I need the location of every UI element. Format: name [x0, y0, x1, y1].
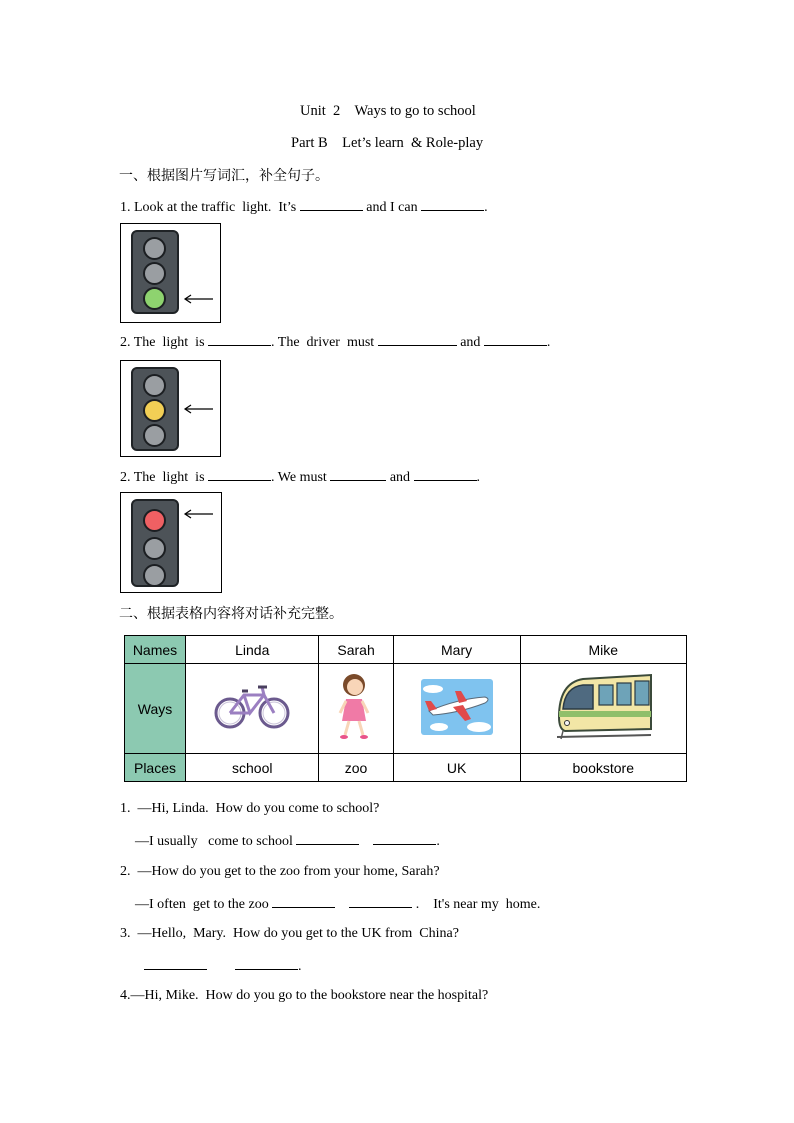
unit-title: Unit 2 Ways to go to school	[300, 103, 476, 119]
table-row-names	[125, 636, 687, 664]
dialog-3-answer	[144, 957, 302, 975]
q3-text-b: . We must	[271, 470, 331, 485]
q1-text-a: 1. Look at the traffic light. It’s	[120, 200, 300, 215]
train-icon	[553, 669, 653, 745]
d1-answer-end: .	[436, 834, 440, 849]
airplane-icon	[419, 677, 495, 737]
traffic-light-red-icon	[131, 499, 179, 587]
dialog-2-question: 2. —How do you get to the zoo from your home, Sarah?	[120, 864, 440, 879]
name-cell: Sarah	[319, 636, 393, 664]
question-1	[120, 198, 488, 216]
q2-blank-1[interactable]	[208, 333, 271, 346]
d3-blank-2[interactable]	[235, 957, 298, 970]
row-header-names: Names	[125, 636, 186, 664]
q3-text-d: .	[476, 470, 481, 485]
ways-cell	[393, 664, 520, 754]
table-row-places	[125, 754, 687, 782]
table-row-ways	[125, 664, 687, 754]
d1-answer-text: —I usually come to school	[135, 834, 297, 849]
q1-text-b: and I can	[362, 200, 422, 215]
walking-girl-icon	[334, 671, 378, 743]
d3-answer-end: .	[298, 959, 302, 974]
name-cell: Linda	[186, 636, 319, 664]
arrow-left-icon	[183, 509, 215, 519]
dialog-1-answer	[135, 832, 440, 850]
traffic-light-red-image	[120, 492, 222, 593]
row-header-ways: Ways	[125, 664, 186, 754]
traffic-light-green-image	[120, 223, 221, 323]
d3-blank-1[interactable]	[144, 957, 207, 970]
section1-heading: 一、根据图片写词汇，补全句子。	[119, 168, 329, 184]
ways-cell	[520, 664, 686, 754]
q2-text-b: . The driver must	[271, 335, 378, 350]
q3-text-a: 2. The light is	[120, 470, 209, 485]
q2-text-c: and	[456, 335, 484, 350]
dialog-3-question: 3. —Hello, Mary. How do you get to the UK from China?	[120, 926, 459, 941]
q1-blank-2[interactable]	[421, 198, 484, 211]
q2-text-d: .	[546, 335, 551, 350]
q2-blank-2[interactable]	[378, 333, 457, 346]
question-3	[120, 468, 480, 486]
arrow-left-icon	[183, 404, 215, 414]
part-title: Part B Let’s learn & Role-play	[291, 135, 484, 151]
question-2	[120, 333, 550, 351]
name-cell: Mike	[520, 636, 686, 664]
q2-text-a: 2. The light is	[120, 335, 209, 350]
traffic-light-yellow-icon	[131, 367, 179, 451]
row-header-places: Places	[125, 754, 186, 782]
place-cell: bookstore	[520, 754, 686, 782]
section2-heading: 二、根据表格内容将对话补充完整。	[119, 606, 343, 622]
ways-cell	[186, 664, 319, 754]
q3-text-c: and	[386, 470, 414, 485]
dialog-2-answer	[135, 895, 540, 913]
q1-text-c: .	[484, 200, 488, 215]
q3-blank-2[interactable]	[330, 468, 386, 481]
q3-blank-3[interactable]	[414, 468, 477, 481]
dialog-4-question: 4.—Hi, Mike. How do you go to the bookstore near the hospital?	[120, 988, 489, 1003]
d2-blank-2[interactable]	[349, 895, 412, 908]
arrow-left-icon	[183, 294, 215, 304]
d2-answer-text: —I often get to the zoo	[135, 897, 273, 912]
ways-cell	[319, 664, 393, 754]
place-cell: school	[186, 754, 319, 782]
traffic-light-yellow-image	[120, 360, 221, 457]
q1-blank-1[interactable]	[300, 198, 363, 211]
name-cell: Mary	[393, 636, 520, 664]
dialog-1-question: 1. —Hi, Linda. How do you come to school?	[120, 801, 380, 816]
place-cell: zoo	[319, 754, 393, 782]
q3-blank-1[interactable]	[208, 468, 271, 481]
d1-blank-1[interactable]	[296, 832, 359, 845]
q2-blank-3[interactable]	[484, 333, 547, 346]
d1-blank-2[interactable]	[373, 832, 436, 845]
place-cell: UK	[393, 754, 520, 782]
d2-answer-end: . It's near my home.	[412, 897, 541, 912]
d2-blank-1[interactable]	[272, 895, 335, 908]
bicycle-icon	[212, 679, 292, 735]
traffic-light-green-icon	[131, 230, 179, 314]
ways-table	[124, 635, 687, 782]
